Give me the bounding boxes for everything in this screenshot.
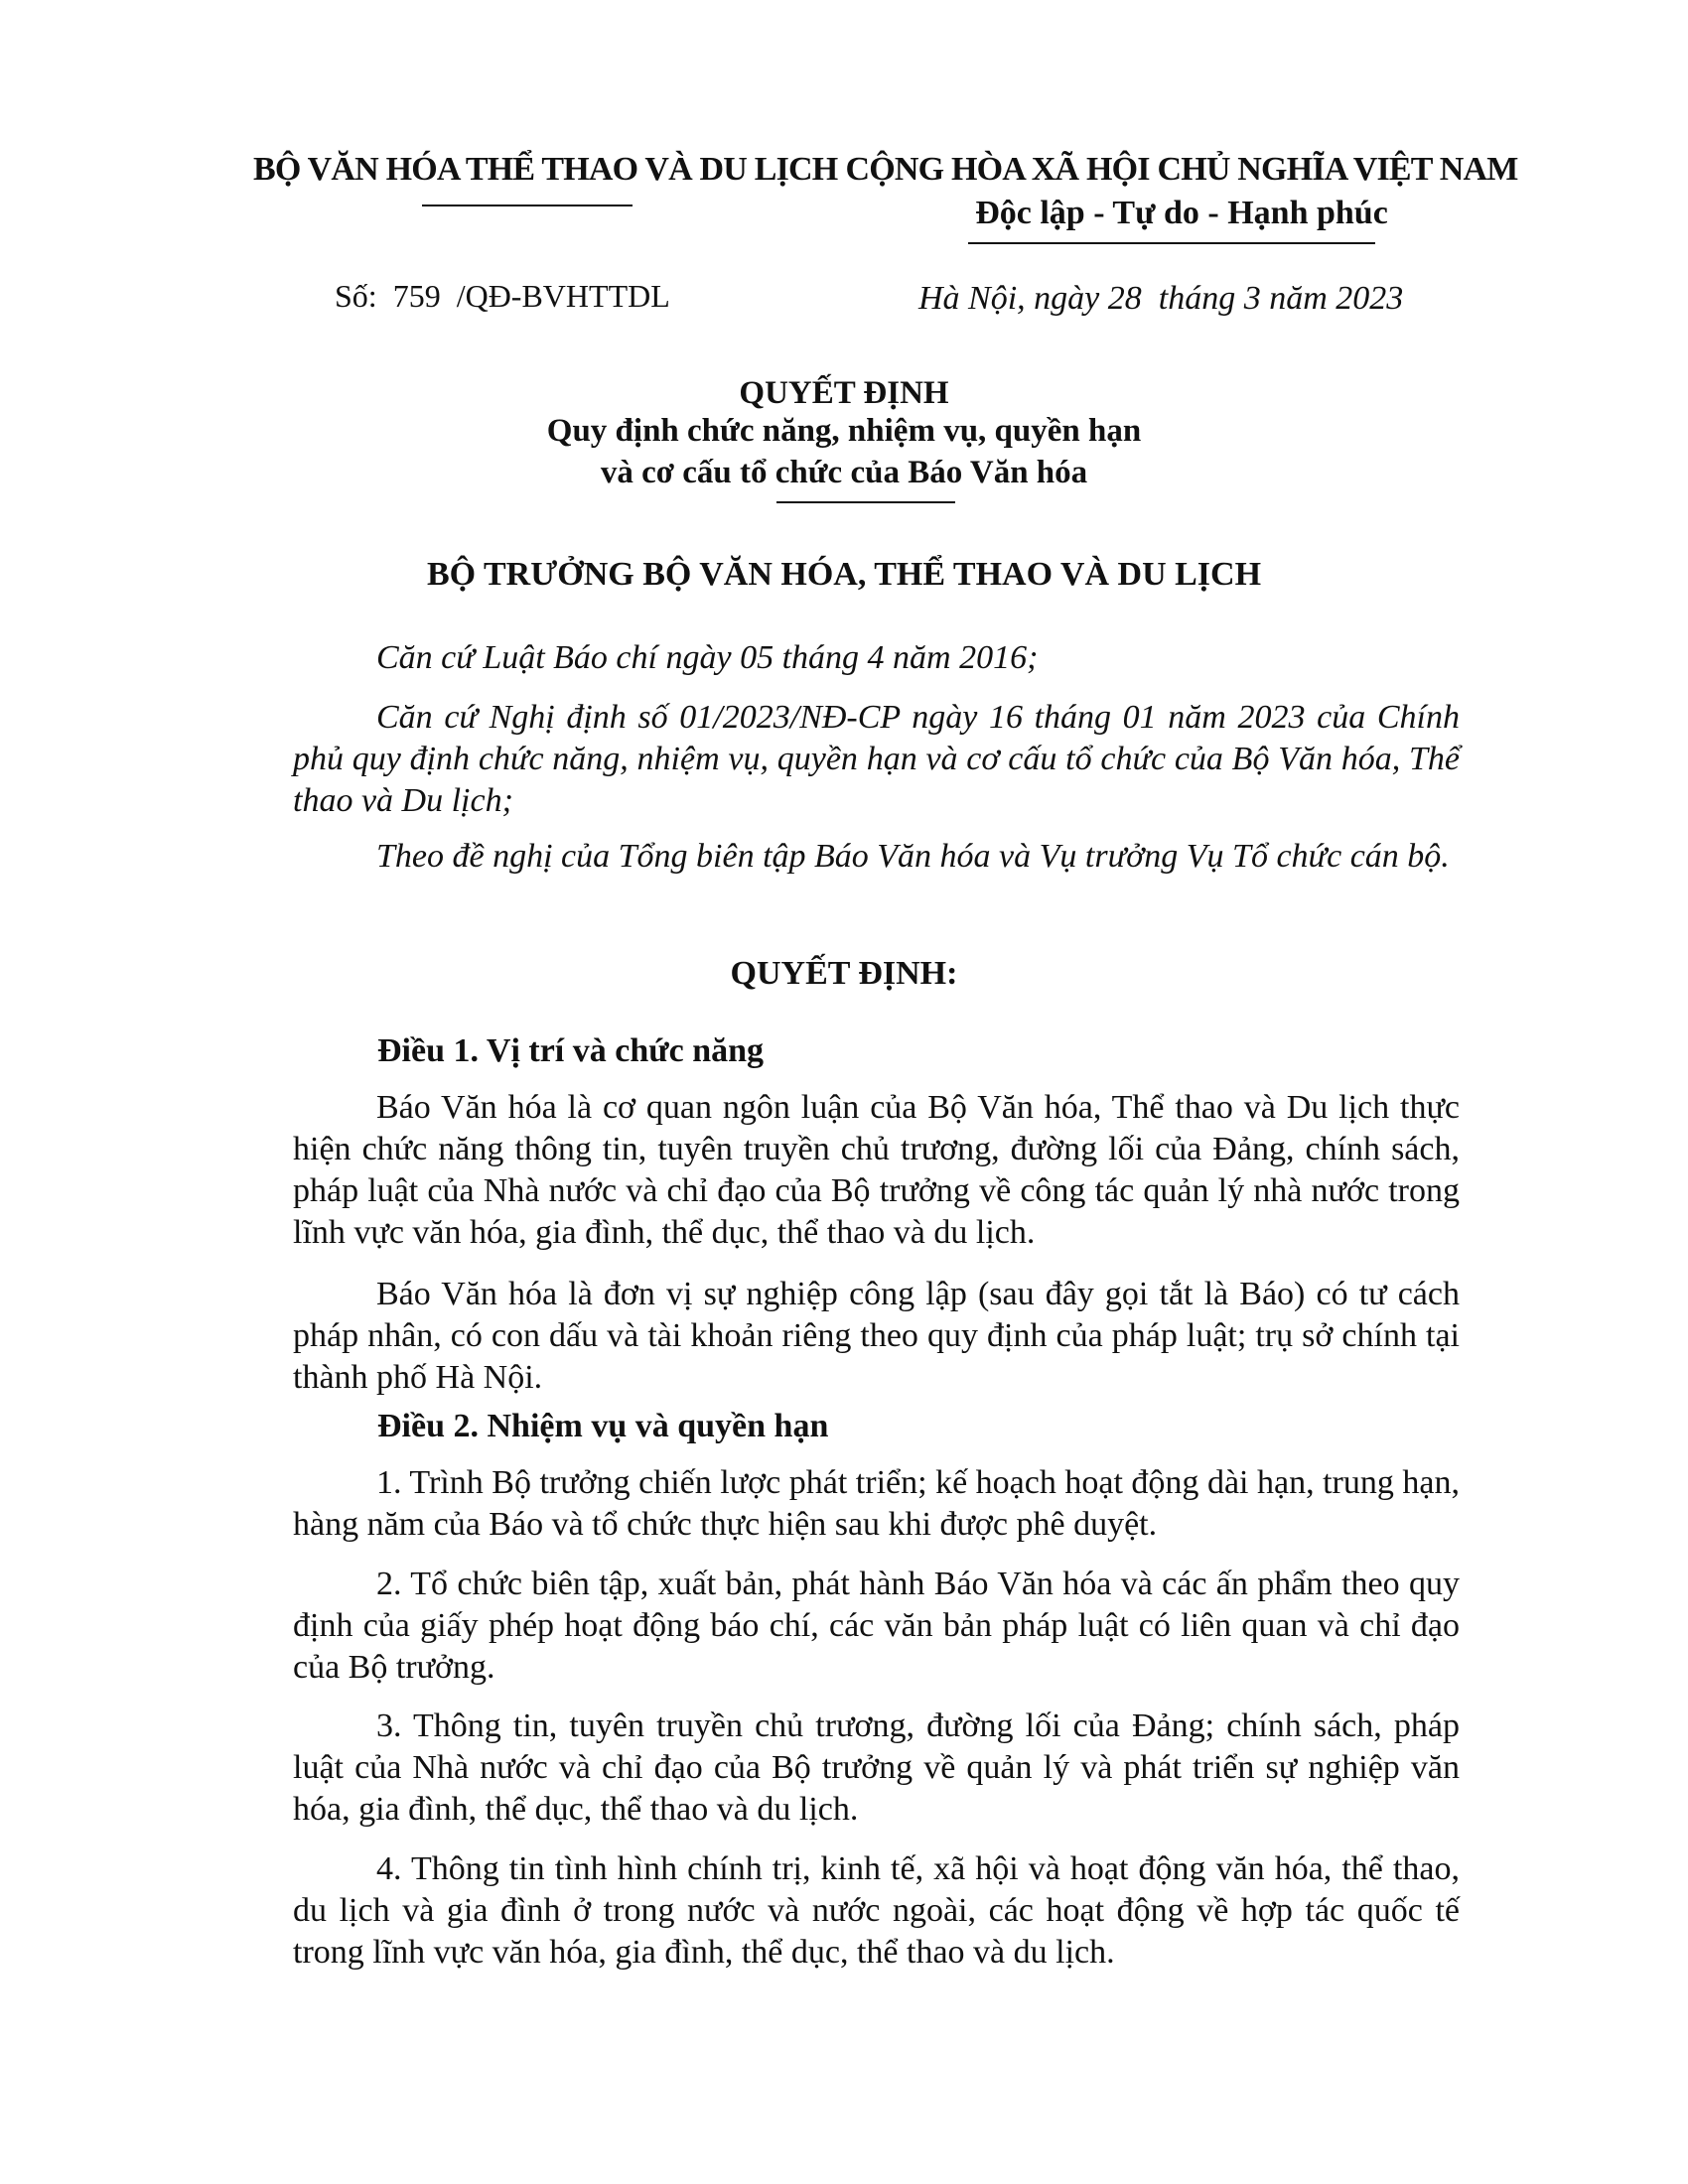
article-1-paragraph: Báo Văn hóa là đơn vị sự nghiệp công lập (sau đây gọi tắt là Báo) có tư cách pháp nhân, có con dấu và tài khoản riêng theo quy định của pháp luật; trụ sở chính tại thành phố Hà Nội. (293, 1276, 1460, 1396)
article-2-heading: Điều 2. Nhiệm vụ và quyền hạn (377, 1408, 829, 1444)
article-2-item: 3. Thông tin, tuyên truyền chủ trương, đường lối của Đảng; chính sách, pháp luật của Nhà nước và chỉ đạo của Bộ trưởng về quản lý và phát triển sự nghiệp văn hóa, gia đình, thể dục, thể thao và du lịch. (293, 1707, 1460, 1828)
article-2-item: 2. Tổ chức biên tập, xuất bản, phát hành Báo Văn hóa và các ấn phẩm theo quy định của giấy phép hoạt động báo chí, các văn bản pháp luật có liên quan và chỉ đạo của Bộ trưởng. (293, 1566, 1460, 1686)
ministry-name: BỘ VĂN HÓA THỂ THAO VÀ DU LỊCH (253, 151, 838, 188)
document-title: QUYẾT ĐỊNH (739, 375, 949, 411)
document-subtitle-line1: Quy định chức năng, nhiệm vụ, quyền hạn (546, 413, 1142, 449)
basis-paragraph: Theo đề nghị của Tổng biên tập Báo Văn hóa và Vụ trưởng Vụ Tổ chức cán bộ. (376, 838, 1450, 875)
issuing-authority: BỘ TRƯỞNG BỘ VĂN HÓA, THỂ THAO VÀ DU LỊCH (426, 556, 1262, 593)
article-1-paragraph: Báo Văn hóa là cơ quan ngôn luận của Bộ Văn hóa, Thể thao và Du lịch thực hiện chức năng thông tin, tuyên truyền chủ trương, đường lối của Đảng, chính sách, pháp luật của Nhà nước và chỉ đạo của Bộ trưởng về công tác quản lý nhà nước trong lĩnh vực văn hóa, gia đình, thể dục, thể thao và du lịch. (293, 1089, 1460, 1251)
nation-name: CỘNG HÒA XÃ HỘI CHỦ NGHĨA VIỆT NAM (845, 151, 1518, 188)
document-subtitle-line2: và cơ cấu tổ chức của Báo Văn hóa (600, 455, 1088, 490)
basis-paragraph: Căn cứ Nghị định số 01/2023/NĐ-CP ngày 16 tháng 01 năm 2023 của Chính phủ quy định chức năng, nhiệm vụ, quyền hạn và cơ cấu tổ chức của Bộ Văn hóa, Thể thao và Du lịch; (293, 699, 1460, 819)
ministry-underline (422, 205, 633, 206)
title-underline (776, 501, 955, 503)
article-1-heading: Điều 1. Vị trí và chức năng (377, 1032, 765, 1069)
document-number: Số: 759 /QĐ-BVHTTDL (335, 278, 670, 314)
basis-paragraph: Căn cứ Luật Báo chí ngày 05 tháng 4 năm 2016; (376, 639, 1039, 676)
national-motto: Độc lập - Tự do - Hạnh phúc (975, 195, 1388, 231)
article-2-item: 4. Thông tin tình hình chính trị, kinh tế, xã hội và hoạt động văn hóa, thể thao, du lịch và gia đình ở trong nước và nước ngoài, các hoạt động về hợp tác quốc tế trong lĩnh vực văn hóa, gia đình, thể dục, thể thao và du lịch. (293, 1850, 1460, 1971)
motto-underline (968, 242, 1375, 244)
decision-heading: QUYẾT ĐỊNH: (730, 955, 958, 992)
article-2-item: 1. Trình Bộ trưởng chiến lược phát triển; kế hoạch hoạt động dài hạn, trung hạn, hàng năm của Báo và tổ chức thực hiện sau khi được phê duyệt. (293, 1464, 1460, 1543)
place-date: Hà Nội, ngày 28 tháng 3 năm 2023 (918, 280, 1404, 317)
